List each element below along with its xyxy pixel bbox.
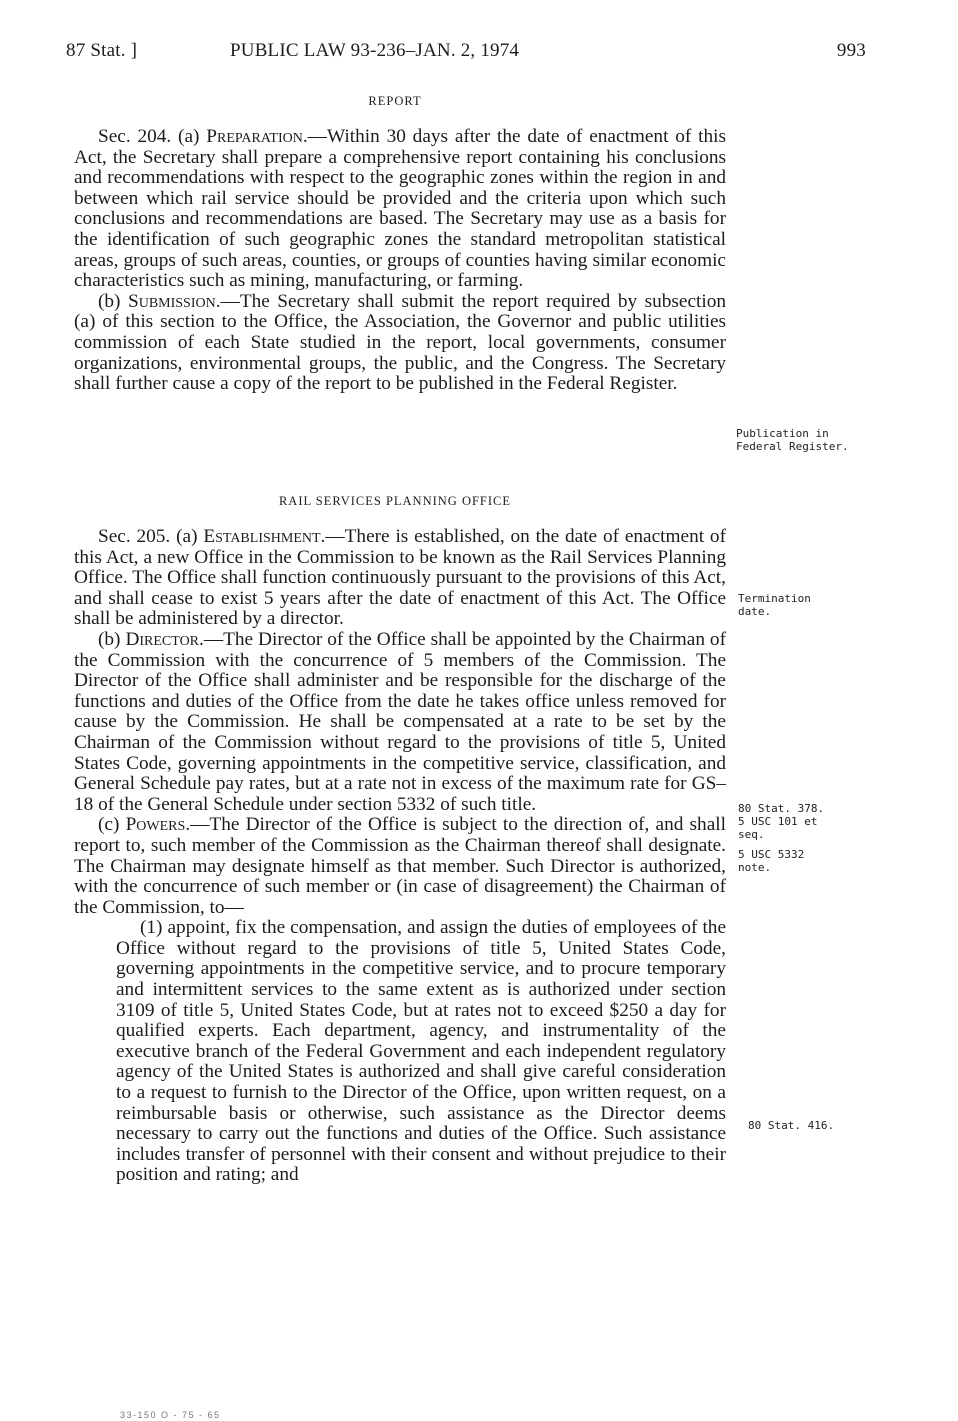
section-heading-report: REPORT [368, 94, 422, 108]
sec204-b [74, 292, 726, 395]
sec205-c-item1: (1) appoint, fix the compensation, and assign the duties of employees of the Office without regard to the provisions of title 5, United States Code, governing appointments in the competitive service, and to procure temporary and intermittent services to the same extent as is authorized under section 3109 of title 5, United States Code, but at rates not to exceed $250 a day for qualified experts. Each department, agency, and instrumentality of the executive branch of the Federal Government and each independent regulatory agency of the United States is authorized and shall give careful consideration to a request to furnish to the Director of the Office, upon written request, on a reimbursable basis or otherwise, such assistance as the Director deems necessary to carry out the functions and duties of the Office. Such assistance includes transfer of personnel with their consent and without prejudice to their position and rating; and [116, 917, 726, 1186]
page-number: 993 [836, 40, 866, 61]
sec204-b-text: .—The Secretary shall submit the report required by subsection (a) of this section to the Office, the Association, the Governor and public utilities commission of each State studied in the report, local governments, consumer organizations, environmental groups, the public, and the Congress. The Secretary shall further cause a copy of the report to be published in the Federal Register. [74, 290, 726, 395]
sec204-a-lead: Sec. 204. (a) [98, 126, 207, 147]
margin-note-publication: Publication in Federal Register. [736, 427, 849, 453]
margin-note-5usc5332: 5 USC 5332 note. [738, 848, 805, 874]
sec204-a-caption: Preparation [206, 126, 303, 147]
print-code: 33-150 O - 75 - 65 [120, 1410, 221, 1420]
sec205-b-text: .—The Director of the Office shall be appointed by the Chairman of the Commission with the concurrence of 5 members of the Commission. The Director of the Office shall administer and be responsible for the discharge of the functions and duties of the Office from the date he takes office unless removed for cause by the Commission. He shall be compensated at a rate to be set by the Chairman of the Commission without regard to the provisions of title 5, United States Code, governing appointments in the competitive service, classification, and General Schedule pay rates, but at a rate not in excess of the maximum rate for GS–18 of the General Schedule under section 5332 of such title. [74, 628, 726, 815]
sec205-b [74, 630, 726, 815]
sec205-b-caption: Director [125, 628, 200, 650]
sec205-a-text: .—There is established, on the date of enactment of this Act, a new Office in the Commission to be known as the Rail Services Planning Office. The Office shall function continuously pursuant to the provisions of this Act, and shall cease to exist 5 years after the date of enactment of this Act. The Office shall be administered by a director. [74, 526, 726, 630]
sec205-c-text: .—The Director of the Office is subject to the direction of, and shall report to, such member of the Commission as the Chairman thereof shall designate. The Chairman may designate himself as that member. Such Director is authorized, with the concurrence of such member or (in case of disagreement) the Chairman of the Commission, to— [74, 814, 726, 918]
sec205-a [74, 527, 726, 630]
report-body [74, 127, 726, 395]
sec204-a-text: .—Within 30 days after the date of enactment of this Act, the Secretary shall prepare a comprehensive report containing his conclusions and recommendations with respect to the geographic zones within the region in and between which rail service should be provided and the criteria upon which such conclusions and recommendations are based. The Secretary may use as a basis for the identification of such geographic zones the standard metropolitan statistical areas, groups of such areas, counties, or groups of counties having similar economic characteristics such as mining, manufacturing, or farming. [74, 126, 727, 292]
sec205-b-lead: (b) [98, 628, 126, 650]
margin-note-termination: Termination date. [738, 592, 811, 618]
sec205-a-lead: Sec. 205. (a) [98, 526, 204, 547]
statute-volume: 87 Stat. ] [66, 40, 138, 61]
margin-note-80stat416: 80 Stat. 416. [748, 1119, 835, 1132]
margin-note-80stat378: 80 Stat. 378. 5 USC 101 et seq. [738, 802, 825, 841]
running-head: PUBLIC LAW 93-236–JAN. 2, 1974 [230, 40, 520, 61]
sec204-a [74, 127, 726, 292]
office-body [74, 527, 726, 1186]
sec205-a-caption: Establishment [203, 526, 321, 547]
sec204-b-lead: (b) [98, 290, 128, 312]
sec205-c-lead: (c) [98, 814, 126, 836]
sec204-b-caption: Submission [127, 290, 216, 312]
sec205-c [74, 815, 726, 918]
section-heading-office: RAIL SERVICES PLANNING OFFICE [278, 494, 512, 508]
sec205-c-caption: Powers [125, 814, 186, 836]
